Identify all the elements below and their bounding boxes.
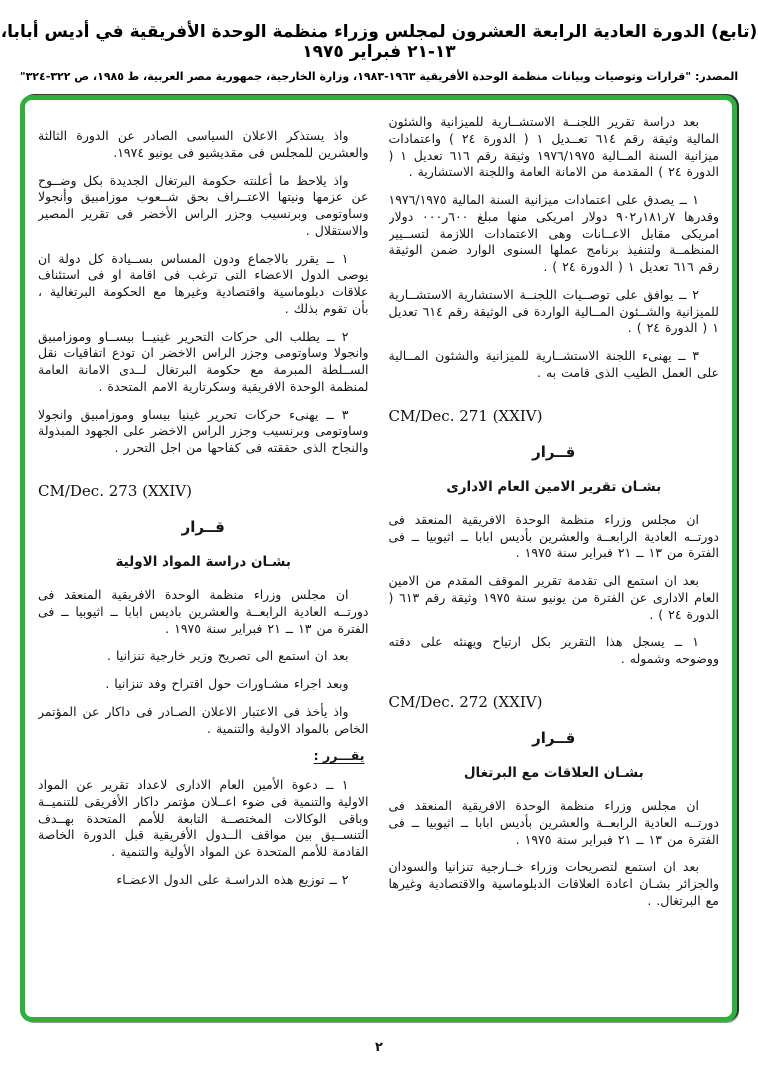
paragraph: واذ يستذكر الاعلان السياسى الصادر عن الدورة الثالثة والعشرين للمجلس فى مقديشيو فى يونيو ١٩٧٤. [38, 128, 369, 160]
paragraph: ٣ ــ يهنىء اللجنة الاستشــارية للميزانية والشئون المــالية على العمل الطيب الذى قامت به . [388, 348, 719, 380]
decision-heading: قــرار [532, 728, 576, 747]
paragraph: ٢ ــ توزيع هذه الدراسـة على الدول الاعضـاء [116, 871, 349, 887]
paragraph: ان مجلس وزراء منظمة الوحدة الافريقية المنعقد فى دورتــه العادية الرابعــة والعشرين بأديس ابابا ــ اثيوبيا ــ فى الفترة من ١٣ ــ ٢١ فبراير سنة ١٩٧٥ . [388, 798, 719, 847]
content-frame [20, 95, 737, 1022]
two-column-layout [38, 114, 719, 1007]
paragraph: ١ ــ يسجل هذا التقرير بكل ارتياح ويهنئه على دقته ووضوحه وشموله . [388, 634, 719, 667]
paragraph: ٢ ــ يوافق على توصــيات اللجنــة الاستشارية الاستشــارية للميزانية والشــئون المــالية الواردة فى الوثيقة رقم ٦١٤ تعديل ١ ( الدورة ٢٤ ) . [388, 286, 719, 336]
decision-ref: CM/Dec. 272 (XXIV) [388, 692, 543, 711]
decision-heading: قــرار [532, 442, 576, 461]
column-right [389, 114, 720, 1007]
paragraph: واذ يلاحظ ما أعلنته حكومة البرتغال الجديدة بكل وضــوح عن عزمها ونيتها الاعتــراف بحق شــعوب موزامبيق وأنجولا وساوتومى وبرنسيب وجزر الراس الأخضر فى تقرير المصير والاستقلال . [38, 172, 369, 238]
paragraph: وبعد اجراء مشـاورات حول اقتراح وفد تنزانيا . [105, 676, 349, 692]
paragraph: بعد دراسة تقرير اللجنــة الاستشــارية للميزانية والشئون المالية وثيقة رقم ٦١٤ تعــديل ١ ( الدورة ٢٤ ) واعتمادات ميزانية السنة المــالية ١٩٧٦/١٩٧٥ وثيقة رقم ٦١٦ تعديل ١ ( الدورة ٢٤ ) المقدمة من الامانة العامة واللجنة الاستشارية . [388, 114, 719, 180]
page-number: ٢ [375, 1040, 383, 1055]
decision-subject: بشـان دراسة المواد الاولية [115, 553, 291, 570]
decides-line: يقـــرر : [313, 748, 365, 764]
paragraph: ان مجلس وزراء منظمة الوحدة الافريقية المنعقد فى دورتــه العادية الرابعــة والعشرين باديس ابابا ــ اثيوبيا ــ فى الفترة من ١٣ ــ ٢١ فبراير سنة ١٩٧٥ . [38, 587, 369, 636]
decision-subject: بشـان تقرير الامين العام الادارى [446, 478, 662, 495]
paragraph: ١ ــ يصدق على اعتمادات ميزانية السنة المالية ١٩٧٦/١٩٧٥ وقدرها ٧ر١٨١ر٩٠٢ دولار امريكى منها مبلغ ٦٠٠ر٠٠٠ دولار امريكى مقابل الاعــانات وهى الاعتمادات اللازمة لتســيير المنظمــة ولتنفيذ برنامج عملها السنوى الوارد ضمن الوثيقة رقم ٦١٦ تعديل ١ ( الدورة ٢٤ ) . [388, 192, 719, 274]
paragraph: بعد ان استمع لتصريحات وزراء خــارجية تنزانيا والسودان والجزائر بشـان اعادة العلاقات الدبلوماسية والاقتصادية وغيرها مع البرتغال. . [388, 859, 719, 908]
decision-ref: CM/Dec. 273 (XXIV) [38, 481, 192, 500]
session-title: (تابع) الدورة العادية الرابعة العشرون لمجلس وزراء منظمة الوحدة الأفريقية في أديس أبابا، ١٣-٢١ فبراير ١٩٧٥ [0, 22, 758, 62]
decision-heading: قــرار [181, 517, 225, 536]
decision-ref: CM/Dec. 271 (XXIV) [388, 406, 543, 425]
decision-subject: بشـان العلاقات مع البرتغال [463, 764, 644, 781]
paragraph: ١ ــ يقرر بالاجماع ودون المساس بســيادة كل دولة ان يوصى الدول الاعضاء التى ترغب فى اقامة او فى استئناف علاقات دبلوماسية واقتصادية وغيرها مع الحكومة البرتغالية ، بأن تقوم بذلك . [38, 250, 369, 316]
source-line: المصدر: "قرارات وتوصيات وبيانات منظمة الوحدة الأفريقية ١٩٦٣-١٩٨٣، وزارة الخارجية، جمهورية مصر العربية، ط ١٩٨٥، ص ٣٢٢-٣٢٤" [19, 70, 739, 83]
paragraph: ٢ ــ يطلب الى حركات التحرير غينيــا بيســاو وموزامبيق وانجولا وساوتومى وجزر الراس الاخضر ان تودع اتفاقيات نقل الســلطة المبرمة مع حكومة البرتغال لــدى الامانة العامة لمنظمة الوحدة الافريقية وسكرتارية الامم المتحدة . [38, 328, 369, 394]
paragraph: ان مجلس وزراء منظمة الوحدة الافريقية المنعقد فى دورتــه العادية الرابعــة والعشرين بأديس ابابا ــ اثيوبيا ــ فى الفترة من ١٣ ــ ٢١ فبراير سنة ١٩٧٥ . [388, 511, 719, 561]
paragraph: واذ يأخذ فى الاعتبار الاعلان الصـادر فى داكار عن المؤتمر الخاص بالمواد الاولية والتنمية . [38, 703, 369, 736]
paragraph: ١ ــ دعوة الأمين العام الادارى لاعداد تقرير عن المواد الاولية والتنمية فى ضوء اعــلان مؤتمر داكار الأفريقى للتنميــة وباقى الوكالات المختصــة التابعة للأمم المتحدة بهــدف التنســيق بين مواقف الــدول الأفريقية قبل الدورة الخاصة القادمة للأمم المتحدة عن المواد الأولية والتنمية . [38, 777, 369, 860]
page-header [0, 0, 758, 83]
column-left [38, 114, 369, 1007]
paragraph: ٣ ــ يهنىء حركات تحرير غينيا بيساو وموزامبيق وانجولا وساوتومى وبرنسيب وجزر الراس الاخضر على الجهود المبذولة والنجاح الذى حققته فى كفاحها من اجل التحرر . [38, 406, 369, 455]
paragraph: بعد ان استمع الى تصريح وزير خارجية تنزانيا . [107, 648, 349, 664]
paragraph: بعد ان استمع الى تقدمة تقرير الموقف المقدم من الامين العام الادارى عن الفترة من يونيو سنة ١٩٧٥ وثيقة رقم ٦١٣ ( الدورة ٢٤ ) . [388, 573, 719, 622]
